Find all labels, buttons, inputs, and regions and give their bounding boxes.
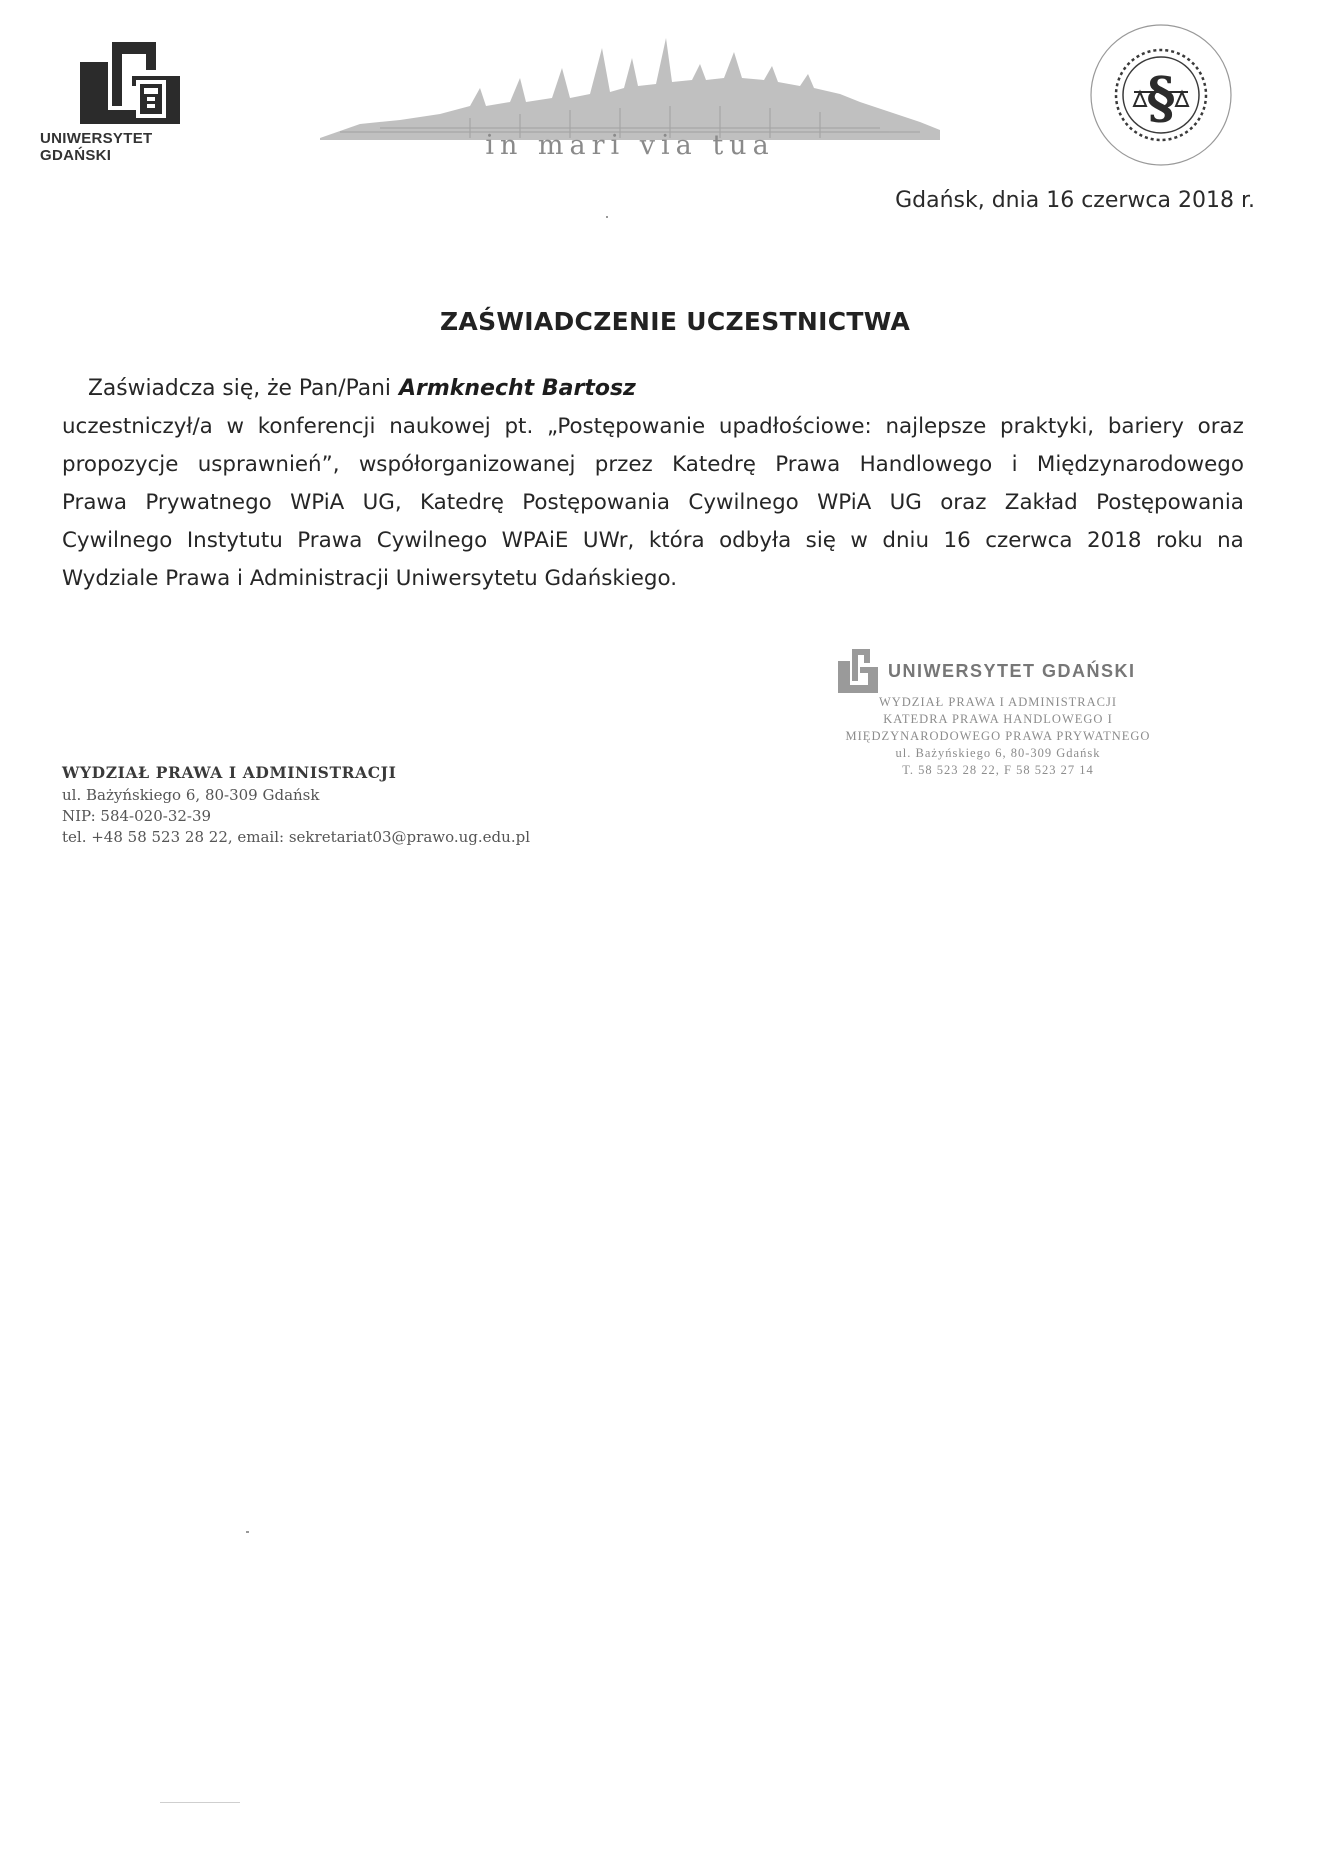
body-word: pt. xyxy=(504,414,534,439)
body-word: Katedrę xyxy=(672,452,756,477)
body-word: roku xyxy=(1155,528,1203,553)
body-line xyxy=(62,408,1244,446)
body-word: się xyxy=(805,528,836,553)
body-word: Prawa xyxy=(62,490,128,515)
body-word: która xyxy=(648,528,705,553)
body-word: najlepsze xyxy=(885,414,987,439)
body-word: UG xyxy=(889,490,922,515)
motto: in mari via tua xyxy=(485,130,775,161)
body-word: Cywilnego xyxy=(376,528,488,553)
document-title: ZAŚWIADCZENIE UCZESTNICTWA xyxy=(440,307,911,336)
city-skyline-engraving xyxy=(320,28,940,140)
body-word: w xyxy=(850,528,868,553)
body-word: odbyła xyxy=(719,528,792,553)
body-word: praktyki, xyxy=(1000,414,1095,439)
body-word: współorganizowanej xyxy=(358,452,576,477)
body-word: Cywilnego xyxy=(62,528,173,553)
body-word: Katedrę xyxy=(420,490,504,515)
stamp-line: ul. Bażyńskiego 6, 80-309 Gdańsk xyxy=(895,746,1101,760)
stamp-line: T. 58 523 28 22, F 58 523 27 14 xyxy=(902,763,1094,777)
body-word: Handlowego xyxy=(859,452,993,477)
body-word: „Postępowanie xyxy=(547,414,706,439)
faculty-seal xyxy=(1086,20,1236,170)
ug-logo-icon xyxy=(74,40,186,128)
university-name: UNIWERSYTET GDAŃSKI xyxy=(40,130,153,164)
participant-name: Armknecht Bartosz xyxy=(398,376,636,401)
scan-speck xyxy=(160,1802,240,1803)
scan-speck xyxy=(606,216,608,218)
department-stamp xyxy=(818,645,1178,795)
faculty-name: WYDZIAŁ PRAWA I ADMINISTRACJI xyxy=(62,763,397,782)
body-word: WPAiE xyxy=(501,528,569,553)
paragraph-symbol-icon: § xyxy=(1146,65,1176,131)
body-word: upadłościowe: xyxy=(718,414,872,439)
body-word: oraz xyxy=(1197,414,1244,439)
body-word: uczestniczył/a xyxy=(62,414,213,439)
stamp-line: KATEDRA PRAWA HANDLOWEGO I xyxy=(883,712,1113,726)
faculty-address xyxy=(62,763,622,848)
university-logo xyxy=(40,40,220,164)
body-word: czerwca xyxy=(985,528,1073,553)
body-word: konferencji xyxy=(257,414,376,439)
contact-info: tel. +48 58 523 28 22, email: sekretariat03@prawo.ug.edu.pl xyxy=(62,828,530,846)
body-line xyxy=(62,446,1244,484)
certificate-body xyxy=(62,370,1244,598)
stamp-logo-icon xyxy=(836,647,880,695)
body-word: WPiA xyxy=(290,490,345,515)
body-word: naukowej xyxy=(389,414,491,439)
body-word: UWr, xyxy=(582,528,635,553)
body-word: UG, xyxy=(362,490,402,515)
body-word: przez xyxy=(594,452,653,477)
stamp-header: UNIWERSYTET GDAŃSKI xyxy=(888,661,1136,681)
body-word: Cywilnego xyxy=(688,490,799,515)
body-word: na xyxy=(1217,528,1244,553)
body-word: i xyxy=(1011,452,1018,477)
body-word: Prawa xyxy=(775,452,841,477)
body-word: bariery xyxy=(1107,414,1184,439)
body-word: Zakład xyxy=(1004,490,1078,515)
body-word: WPiA xyxy=(817,490,872,515)
body-word: Instytutu xyxy=(186,528,283,553)
body-word: usprawnień”, xyxy=(197,452,340,477)
intro-line xyxy=(62,370,1244,408)
street-address: ul. Bażyńskiego 6, 80-309 Gdańsk xyxy=(62,786,320,804)
stamp-line: WYDZIAŁ PRAWA I ADMINISTRACJI xyxy=(878,695,1118,709)
stamp-line: MIĘDZYNARODOWEGO PRAWA PRYWATNEGO xyxy=(845,729,1151,743)
date-line: Gdańsk, dnia 16 czerwca 2018 r. xyxy=(895,188,1255,213)
intro-text: Zaświadcza się, że Pan/Pani xyxy=(88,376,391,401)
scan-speck xyxy=(246,1531,249,1533)
body-word: dniu xyxy=(882,528,930,553)
body-word: Międzynarodowego xyxy=(1036,452,1244,477)
body-word: 2018 xyxy=(1087,528,1142,553)
body-word: propozycje xyxy=(62,452,179,477)
body-word: Postępowania xyxy=(1096,490,1244,515)
body-word: 16 xyxy=(943,528,971,553)
body-line xyxy=(62,522,1244,560)
body-line-last: Wydziale Prawa i Administracji Uniwersytetu Gdańskiego. xyxy=(62,566,678,591)
body-word: Prywatnego xyxy=(145,490,272,515)
body-word: Postępowania xyxy=(522,490,671,515)
body-word: Prawa xyxy=(297,528,363,553)
body-word: w xyxy=(226,414,245,439)
body-word: oraz xyxy=(940,490,987,515)
nip-number: NIP: 584-020-32-39 xyxy=(62,807,212,825)
body-line xyxy=(62,484,1244,522)
